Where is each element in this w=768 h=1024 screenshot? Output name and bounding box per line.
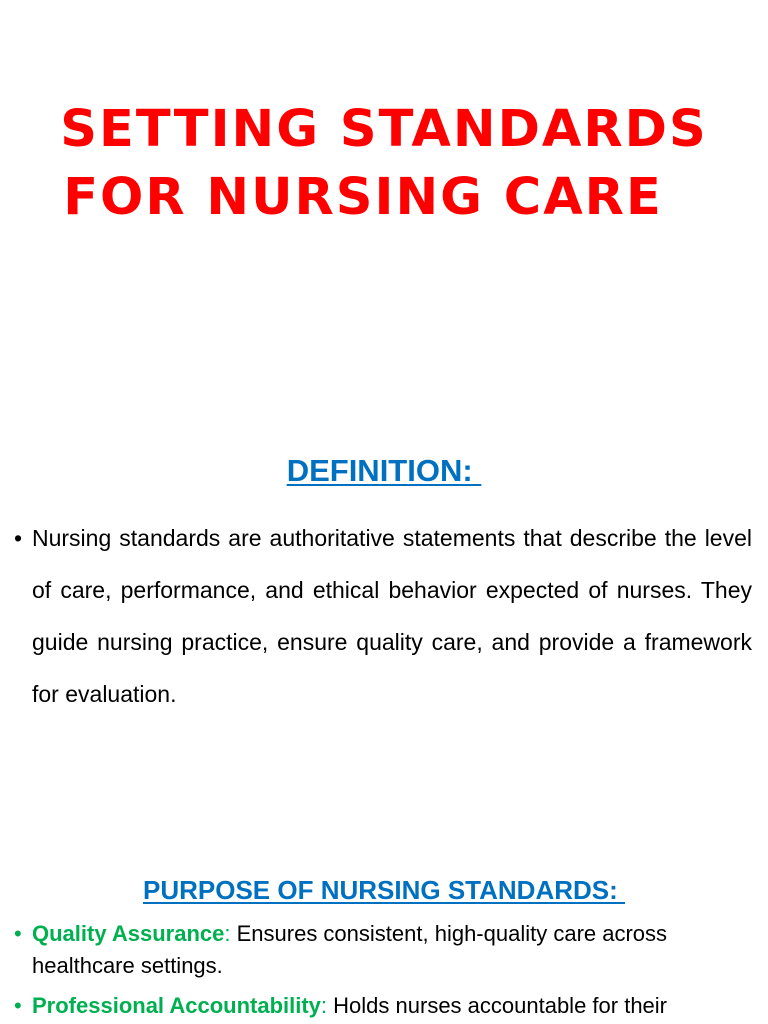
purpose-item-professional-accountability	[14, 990, 754, 1022]
bullet-icon: •	[14, 993, 22, 1018]
purpose-item-quality-assurance	[14, 918, 754, 982]
definition-text: Nursing standards are authoritative statements that describe the level of care, performance, and ethical behavior expected of nurses. They guide nursing practice, ensure quality care, and provide a framework for evaluation.	[32, 525, 752, 707]
definition-heading: DEFINITION:	[286, 453, 482, 488]
purpose-item-text	[32, 990, 754, 1022]
purpose-item-term: Professional Accountability	[32, 993, 321, 1018]
definition-bullet-item	[14, 512, 752, 720]
title-line-1: SETTING STANDARDS	[60, 100, 708, 159]
purpose-item-description: Holds nurses accountable for their	[327, 993, 668, 1018]
purpose-item-colon: :	[224, 921, 231, 946]
purpose-item-term: Quality Assurance	[32, 921, 225, 946]
purpose-item-text	[32, 918, 754, 982]
purpose-item-colon: :	[320, 993, 328, 1018]
purpose-list	[14, 918, 754, 1024]
definition-block	[14, 512, 752, 720]
purpose-item-description: Ensures consistent, high-quality care across healthcare settings.	[32, 921, 668, 978]
bullet-icon: •	[14, 525, 23, 551]
purpose-heading: PURPOSE OF NURSING STANDARDS:	[143, 875, 625, 905]
title-line-2: FOR NURSING CARE	[63, 168, 663, 227]
slide-title	[0, 96, 768, 232]
bullet-icon: •	[14, 921, 22, 946]
